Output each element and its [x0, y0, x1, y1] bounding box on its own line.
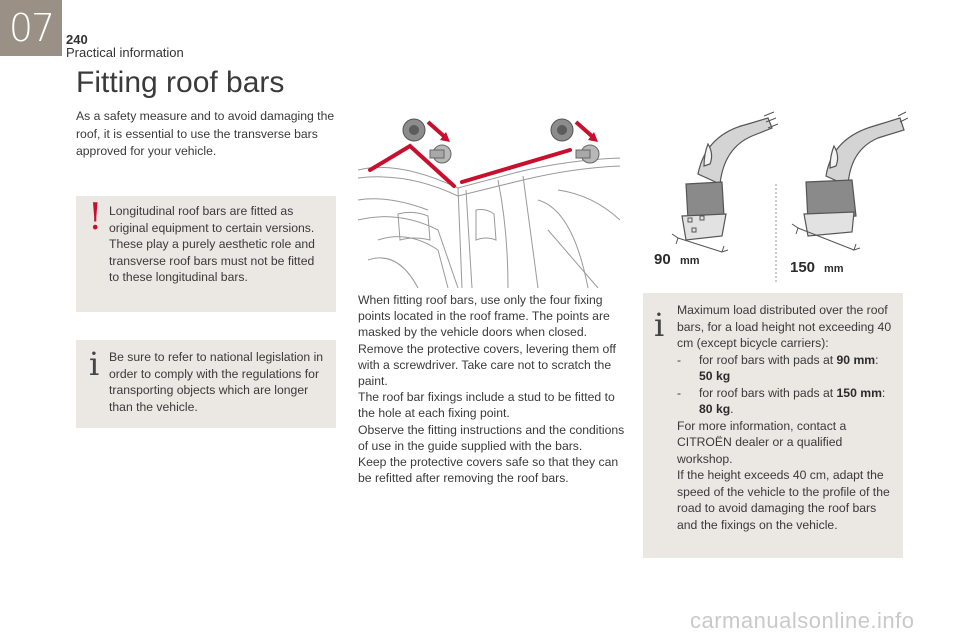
roof-bar-pads-illustration	[648, 104, 908, 284]
fitting-instructions	[358, 292, 628, 486]
load-item-sep: :	[881, 385, 886, 400]
instruction-paragraph: When fitting roof bars, use only the four fixing points located in the roof frame. The points are masked by the vehicle doors when closed.	[358, 293, 610, 340]
info-icon: i	[89, 345, 100, 383]
load-item-text: for roof bars with pads at	[699, 385, 837, 400]
pad-90-label: 90	[654, 251, 671, 268]
instruction-paragraph: The roof bar fixings include a stud to be fitted to the hole at each fixing point.	[358, 390, 615, 421]
max-load-content	[677, 302, 895, 533]
chapter-number: 07	[8, 6, 54, 50]
load-value-80: 80 kg	[699, 402, 731, 416]
dealer-contact-text: For more information, contact a CITROËN dealer or a qualified workshop.	[677, 418, 847, 466]
info-icon: i	[654, 306, 665, 344]
info-box-legislation	[76, 340, 336, 428]
intro-text: As a safety measure and to avoid damaging the roof, it is essential to use the transverse bars approved for your vehicle.	[76, 109, 335, 158]
roof-fixing-drawing	[358, 110, 620, 288]
instruction-paragraph: Observe the fitting instructions and the conditions of use in the guide supplied with the bars.	[358, 422, 625, 453]
pad-150-unit: mm	[824, 263, 844, 275]
warning-box	[76, 196, 336, 312]
load-item-sep: :	[875, 352, 879, 367]
info-legislation-text: Be sure to refer to national legislation in order to comply with the regulations for transporting objects which are longer than the vehicle.	[109, 350, 324, 414]
roof-fixing-illustration	[358, 110, 620, 288]
load-item-text: for roof bars with pads at	[699, 352, 837, 367]
page-title: Fitting roof bars	[76, 66, 285, 99]
roof-bar-pads-drawing	[648, 104, 908, 284]
height-warning-text: If the height exceeds 40 cm, adapt the speed of the vehicle to the profile of the road to avoid damaging the roof bars and the fixings on the vehicle.	[677, 468, 890, 532]
load-value-50: 50 kg	[699, 369, 731, 383]
pad-size-150: 150 mm	[836, 385, 882, 400]
load-item-90	[677, 352, 895, 385]
instruction-paragraph: Remove the protective covers, levering them off with a screwdriver. Take care not to scratch the paint.	[358, 341, 616, 389]
load-item-150	[677, 385, 895, 418]
watermark: carmanualsonline.info	[690, 608, 915, 633]
page-number: 240	[66, 32, 88, 47]
max-load-intro: Maximum load distributed over the roof bars, for a load height not exceeding 40 cm (except bicycle carriers):	[677, 303, 892, 350]
load-item-end: .	[730, 402, 734, 416]
load-list	[677, 352, 895, 418]
exclamation-icon: !	[88, 197, 103, 238]
list-dash: -	[677, 352, 682, 367]
pad-150-label: 150	[790, 259, 816, 276]
chapter-tab	[0, 0, 62, 56]
pad-90-unit: mm	[680, 255, 700, 267]
section-name: Practical information	[66, 45, 184, 60]
instruction-paragraph: Keep the protective covers safe so that they can be refitted after removing the roof bars.	[358, 455, 619, 486]
info-box-max-load	[643, 293, 903, 558]
list-dash: -	[677, 385, 682, 400]
pad-size-90: 90 mm	[836, 352, 876, 367]
warning-text: Longitudinal roof bars are fitted as original equipment to certain versions. These play a purely aesthetic role and transverse roof bars must not be fitted to these longitudinal bars.	[109, 204, 315, 284]
